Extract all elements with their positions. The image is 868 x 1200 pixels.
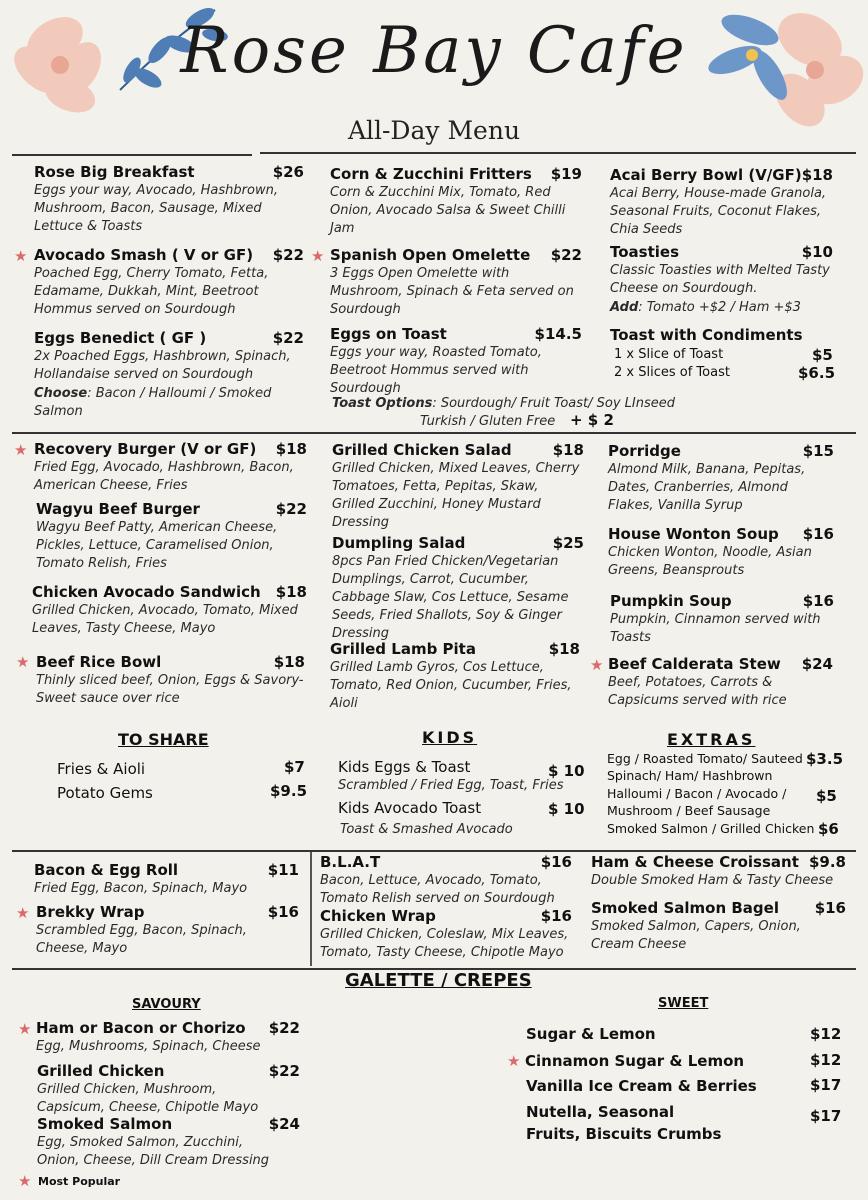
item-description: Fried Egg, Avocado, Hashbrown, Bacon, American Cheese, Fries [34,460,294,493]
sweet-item-price: $12 [810,1025,842,1043]
choose-text: : Bacon / Halloumi / Smoked Salmon [34,386,272,419]
item-name: Beef Calderata Stew [608,655,781,673]
extras-item-price: $5 [816,787,837,805]
item-price: $11 [267,861,299,879]
kids-item-description: Toast & Smashed Avocado [340,822,513,837]
toast-row-price: $5 [812,346,833,364]
item-name: Chicken Wrap [320,907,436,925]
item-description: Egg, Smoked Salmon, Zucchini, Onion, Cheese, Dill Cream Dressing [37,1135,270,1168]
item-name: Recovery Burger (V or GF) [34,440,257,458]
item-name: Porridge [608,442,681,460]
menu-item [36,653,305,708]
item-name: Smoked Salmon [37,1115,173,1133]
item-description: Double Smoked Ham & Tasty Cheese [591,873,834,888]
item-description: Grilled Chicken, Mixed Leaves, Cherry Tomatoes, Fetta, Pepitas, Skaw, Grilled Zucchini, Honey Mustard Dressing [332,461,580,530]
extras-item-name: Egg / Roasted Tomato/ Sauteed Spinach/ Ham/ Hashbrown [607,751,803,783]
item-price: $16 [802,592,834,610]
menu-item [332,534,584,643]
item-name: Smoked Salmon Bagel [591,899,779,917]
cafe-title: Rose Bay Cafe [180,14,688,88]
item-name: Toast with Condiments [610,326,803,344]
item-name: Eggs Benedict ( GF ) [34,329,207,347]
item-description: Classic Toasties with Melted Tasty Cheese on Sourdough. [610,263,830,296]
item-name: Brekky Wrap [36,903,145,921]
kids-item-price: $ 10 [548,800,585,818]
sweet-item-name: Nutella, Seasonal Fruits, Biscuits Crumbs [526,1103,722,1143]
menu-item [330,165,582,238]
divider-rolls [12,850,856,852]
menu-item [34,440,307,495]
item-name: Pumpkin Soup [610,592,732,610]
share-item-price: $7 [284,758,305,776]
toast-options-label: Toast Options [332,396,433,411]
menu-item [591,853,846,890]
item-name: Wagyu Beef Burger [36,500,200,518]
item-description: Grilled Lamb Gyros, Cos Lettuce, Tomato, Red Onion, Cucumber, Fries, Aioli [330,660,572,711]
menu-item [610,326,833,344]
choose-options [34,385,304,421]
item-price: $18 [552,441,584,459]
menu-item [36,903,299,958]
menu-item [320,853,572,908]
item-price: $22 [272,246,304,264]
toast-options-line2: Turkish / Gluten Free [420,414,556,429]
galette-title: GALETTE / CREPES [345,970,532,991]
toast-options-text: : Sourdough/ Fruit Toast/ Soy LInseed [432,396,675,411]
item-price: $16 [267,903,299,921]
item-price: $18 [273,653,305,671]
star-icon: ★ [18,1172,32,1190]
item-price: $22 [550,246,582,264]
menu-subtitle: All-Day Menu [347,116,521,145]
item-name: Grilled Lamb Pita [330,640,476,658]
choose-label: Choose [34,386,88,401]
item-description: Grilled Chicken, Avocado, Tomato, Mixed Leaves, Tasty Cheese, Mayo [32,603,298,636]
menu-item [34,246,304,319]
menu-item [608,655,833,710]
item-description: Wagyu Beef Patty, American Cheese, Pickles, Lettuce, Caramelised Onion, Tomato Relish, Fries [36,520,278,571]
item-description: Egg, Mushrooms, Spinach, Cheese [36,1039,261,1054]
item-price: $22 [275,500,307,518]
toast-row-price: $6.5 [798,364,836,382]
menu-item [608,442,834,515]
item-price: $24 [801,655,833,673]
menu-item [330,246,582,319]
item-name: Chicken Avocado Sandwich [32,583,261,601]
kids-title: KIDS [422,728,478,747]
item-price: $22 [268,1019,300,1037]
toast-options [332,395,692,413]
menu-item [610,592,834,647]
item-description: 8pcs Pan Fried Chicken/Vegetarian Dumplings, Carrot, Cucumber, Cabbage Slaw, Cos Lettuce, Sesame Seeds, Fried Shallots, Soy & Ginger Dressing [332,554,569,641]
menu-item [320,907,572,962]
item-price: $26 [272,163,304,181]
item-price: $18 [275,583,307,601]
item-name: House Wonton Soup [608,525,779,543]
item-description: Acai Berry, House-made Granola, Seasonal Fruits, Coconut Flakes, Chia Seeds [610,186,827,237]
add-label: Add [610,300,639,315]
kids-item-description: Scrambled / Fried Egg, Toast, Fries [338,778,564,793]
item-price: $10 [801,243,833,261]
item-name: Avocado Smash ( V or GF) [34,246,254,264]
add-text: : Tomato +$2 / Ham +$3 [638,300,801,315]
add-options [610,299,833,317]
item-name: Rose Big Breakfast [34,163,195,181]
item-description: 3 Eggs Open Omelette with Mushroom, Spinach & Feta served on Sourdough [330,266,574,317]
item-price: $16 [802,525,834,543]
item-price: $14.5 [534,325,582,343]
item-price: $16 [540,853,572,871]
menu-item [330,325,582,398]
item-description: Almond Milk, Banana, Pepitas, Dates, Cranberries, Almond Flakes, Vanilla Syrup [608,462,806,513]
divider-breakfast [12,154,252,156]
item-description: Eggs your way, Roasted Tomato, Beetroot Hommus served with Sourdough [330,345,542,396]
star-icon: ★ [14,247,28,265]
toast-options-price: + $ 2 [570,411,614,429]
star-icon: ★ [590,656,604,674]
most-popular-legend: Most Popular [38,1175,121,1188]
star-icon: ★ [16,653,30,671]
item-name: Acai Berry Bowl (V/GF) [610,166,802,184]
to-share-title: TO SHARE [118,730,209,749]
item-description: Thinly sliced beef, Onion, Eggs & Savory-Sweet sauce over rice [36,673,304,706]
item-name: Beef Rice Bowl [36,653,162,671]
item-price: $25 [552,534,584,552]
menu-item [37,1062,300,1117]
menu-item [610,243,833,317]
menu-item [608,525,834,580]
kids-item-name: Kids Eggs & Toast [338,758,471,776]
divider-header [260,152,856,154]
share-item-name: Fries & Aioli [57,760,146,778]
item-price: $18 [801,166,833,184]
item-name: B.L.A.T [320,853,381,871]
item-price: $9.8 [808,853,846,871]
star-icon: ★ [507,1052,521,1070]
item-name: Ham & Cheese Croissant [591,853,799,871]
item-description: Eggs your way, Avocado, Hashbrown, Mushroom, Bacon, Sausage, Mixed Lettuce & Toasts [34,183,278,234]
toast-row: 2 x Slices of Toast [614,365,730,380]
sweet-item-name: Sugar & Lemon [526,1025,656,1043]
item-name: Grilled Chicken Salad [332,441,512,459]
item-name: Toasties [610,243,680,261]
item-description: Beef, Potatoes, Carrots & Capsicums served with rice [608,675,787,708]
item-name: Corn & Zucchini Fritters [330,165,532,183]
item-price: $19 [550,165,582,183]
item-price: $18 [275,440,307,458]
share-item-price: $9.5 [270,782,308,800]
sweet-item-price: $17 [810,1107,842,1125]
menu-item [610,166,833,239]
menu-item [37,1115,300,1170]
star-icon: ★ [14,441,28,459]
column-separator-rolls [310,852,312,966]
menu-item [330,640,580,713]
menu-item [332,441,584,532]
item-description: Scrambled Egg, Bacon, Spinach, Cheese, Mayo [36,923,247,956]
item-name: Ham or Bacon or Chorizo [36,1019,246,1037]
menu-item [32,583,307,638]
item-description: Chicken Wonton, Noodle, Asian Greens, Beansprouts [608,545,812,578]
menu-item [34,163,304,236]
item-description: Grilled Chicken, Mushroom, Capsicum, Cheese, Chipotle Mayo [37,1082,259,1115]
extras-item-name: Halloumi / Bacon / Avocado / Mushroom / Beef Sausage [607,786,787,818]
extras-item-price: $3.5 [806,750,844,768]
extras-item-price: $6 [818,820,839,838]
item-name: Grilled Chicken [37,1062,165,1080]
star-icon: ★ [311,247,325,265]
item-name: Dumpling Salad [332,534,466,552]
item-price: $24 [268,1115,300,1133]
item-price: $16 [814,899,846,917]
item-description: Pumpkin, Cinnamon served with Toasts [610,612,821,645]
menu-item [591,899,846,954]
menu-item [34,861,299,898]
item-description: Grilled Chicken, Coleslaw, Mix Leaves, Tomato, Tasty Cheese, Chipotle Mayo [320,927,569,960]
item-name: Spanish Open Omelette [330,246,531,264]
sweet-item-name: Vanilla Ice Cream & Berries [526,1077,757,1095]
menu-item [36,1019,300,1056]
item-price: $22 [268,1062,300,1080]
sweet-title: SWEET [658,996,709,1011]
savoury-title: SAVOURY [132,997,201,1012]
item-description: Bacon, Lettuce, Avocado, Tomato, Tomato Relish served on Sourdough [320,873,555,906]
item-description: 2x Poached Eggs, Hashbrown, Spinach, Hollandaise served on Sourdough [34,349,291,382]
share-item-name: Potato Gems [57,784,153,802]
item-price: $22 [272,329,304,347]
toast-row: 1 x Slice of Toast [614,347,724,362]
star-icon: ★ [16,904,30,922]
menu-item [34,329,304,421]
sweet-item-name: Cinnamon Sugar & Lemon [525,1052,745,1070]
sweet-item-price: $17 [810,1076,842,1094]
kids-item-price: $ 10 [548,762,585,780]
extras-title: EXTRAS [667,730,756,749]
item-description: Fried Egg, Bacon, Spinach, Mayo [34,881,248,896]
item-price: $16 [540,907,572,925]
item-description: Smoked Salmon, Capers, Onion, Cream Cheese [591,919,801,952]
item-price: $15 [802,442,834,460]
kids-item-name: Kids Avocado Toast [338,799,482,817]
menu-item [36,500,307,573]
sweet-item-price: $12 [810,1051,842,1069]
item-name: Bacon & Egg Roll [34,861,179,879]
extras-item-name: Smoked Salmon / Grilled Chicken [607,821,815,836]
divider-lunch [12,432,856,434]
star-icon: ★ [18,1020,32,1038]
item-price: $18 [548,640,580,658]
item-description: Poached Egg, Cherry Tomato, Fetta, Edamame, Dukkah, Mint, Beetroot Hommus served on Sourdough [34,266,269,317]
item-name: Eggs on Toast [330,325,447,343]
item-description: Corn & Zucchini Mix, Tomato, Red Onion, Avocado Salsa & Sweet Chilli Jam [330,185,566,236]
